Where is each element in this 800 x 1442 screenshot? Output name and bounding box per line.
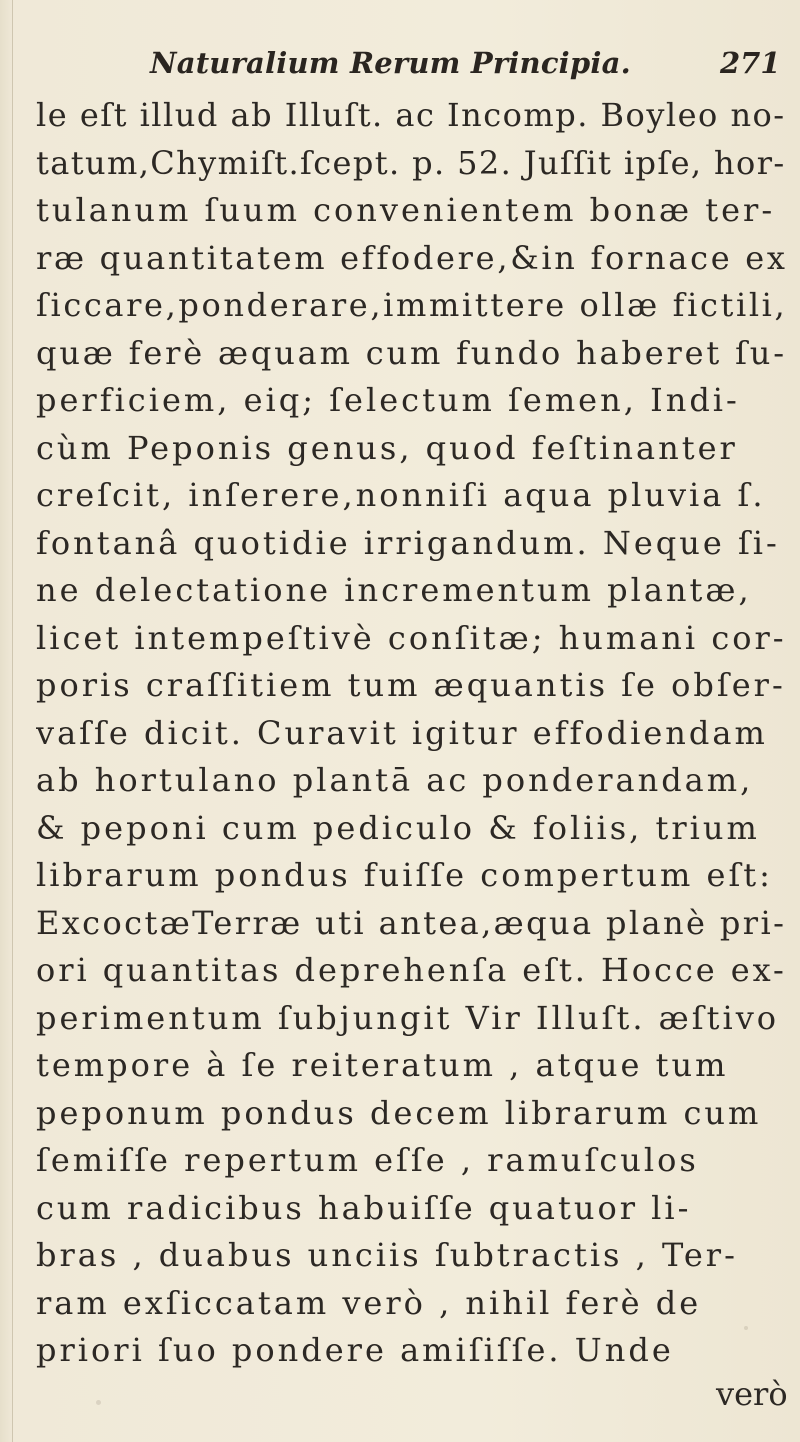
text-line: librarum pondus fuiſſe compertum eſt: [36, 856, 773, 894]
text-line: quæ ferè æquam cum fundo haberet ſu- [36, 333, 787, 372]
text-line: peponum pondus decem librarum cum [36, 1093, 762, 1132]
text-line: fontanâ quotidie irrigandum. Neque ſi- [36, 523, 780, 562]
text-line: cùm Peponis genus, quod feſtinanter [36, 428, 738, 467]
text-line: poris craſſitiem tum æquantis ſe obſer- [36, 666, 786, 704]
text-line: ExcoctæTerræ uti antea,æqua planè pri- [36, 903, 787, 942]
text-line: vaſſe dicit. Curavit igitur effodiendam [36, 713, 768, 752]
catchword: verò [716, 1375, 788, 1413]
text-line: priori ſuo pondere amiſiſſe. Unde [36, 1331, 674, 1369]
text-line: ram exſiccatam verò , nihil ferè de [36, 1283, 702, 1322]
text-line: creſcit, inſerere,nonniſi aqua pluvia ſ. [36, 476, 766, 514]
text-line: bras , duabus unciis ſubtractis , Ter- [36, 1236, 738, 1274]
paper-speck [96, 1400, 101, 1405]
gutter-edge [12, 0, 13, 1442]
text-line: le eſt illud ab Illuſt. ac Incomp. Boyleo no- [36, 96, 786, 134]
text-line: cum radicibus habuiſſe quatuor li- [36, 1188, 692, 1227]
text-line: perimentum ſubjungit Vir Illuſt. æſtivo [36, 998, 780, 1037]
text-line: licet intempeſtivè conſitæ; humani cor- [36, 618, 787, 657]
paper-speck [744, 1326, 748, 1330]
text-line: ræ quantitatem effodere,&in fornace ex [36, 238, 788, 277]
text-line: perficiem, eiq; ſelectum ſemen, Indi- [36, 381, 740, 419]
text-line: ori quantitas deprehenſa eſt. Hocce ex- [36, 951, 787, 989]
text-line: & peponi cum pediculo & foliis, trium [36, 808, 760, 847]
text-line: tatum,Chymiſt.ſcept. p. 52. Juſſit ipſe, hor- [36, 143, 786, 182]
text-line: tulanum ſuum convenientem bonæ ter- [36, 191, 776, 229]
body-text [36, 92, 788, 1375]
text-line: tempore à ſe reiteratum , atque tum [36, 1046, 729, 1084]
running-head [0, 44, 800, 84]
paper-speck [718, 1388, 724, 1394]
text-line: ſiccare,ponderare,immittere ollæ fictili, [36, 286, 788, 324]
running-title: Naturalium Rerum Principia. [150, 46, 631, 80]
page-number: 271 [720, 46, 781, 80]
text-line: ne delectatione incrementum plantæ, [36, 571, 752, 609]
text-line: ſemiſſe repertum eſſe , ramuſculos [36, 1141, 699, 1179]
text-line: ab hortulano plantā ac ponderandam, [36, 761, 754, 799]
